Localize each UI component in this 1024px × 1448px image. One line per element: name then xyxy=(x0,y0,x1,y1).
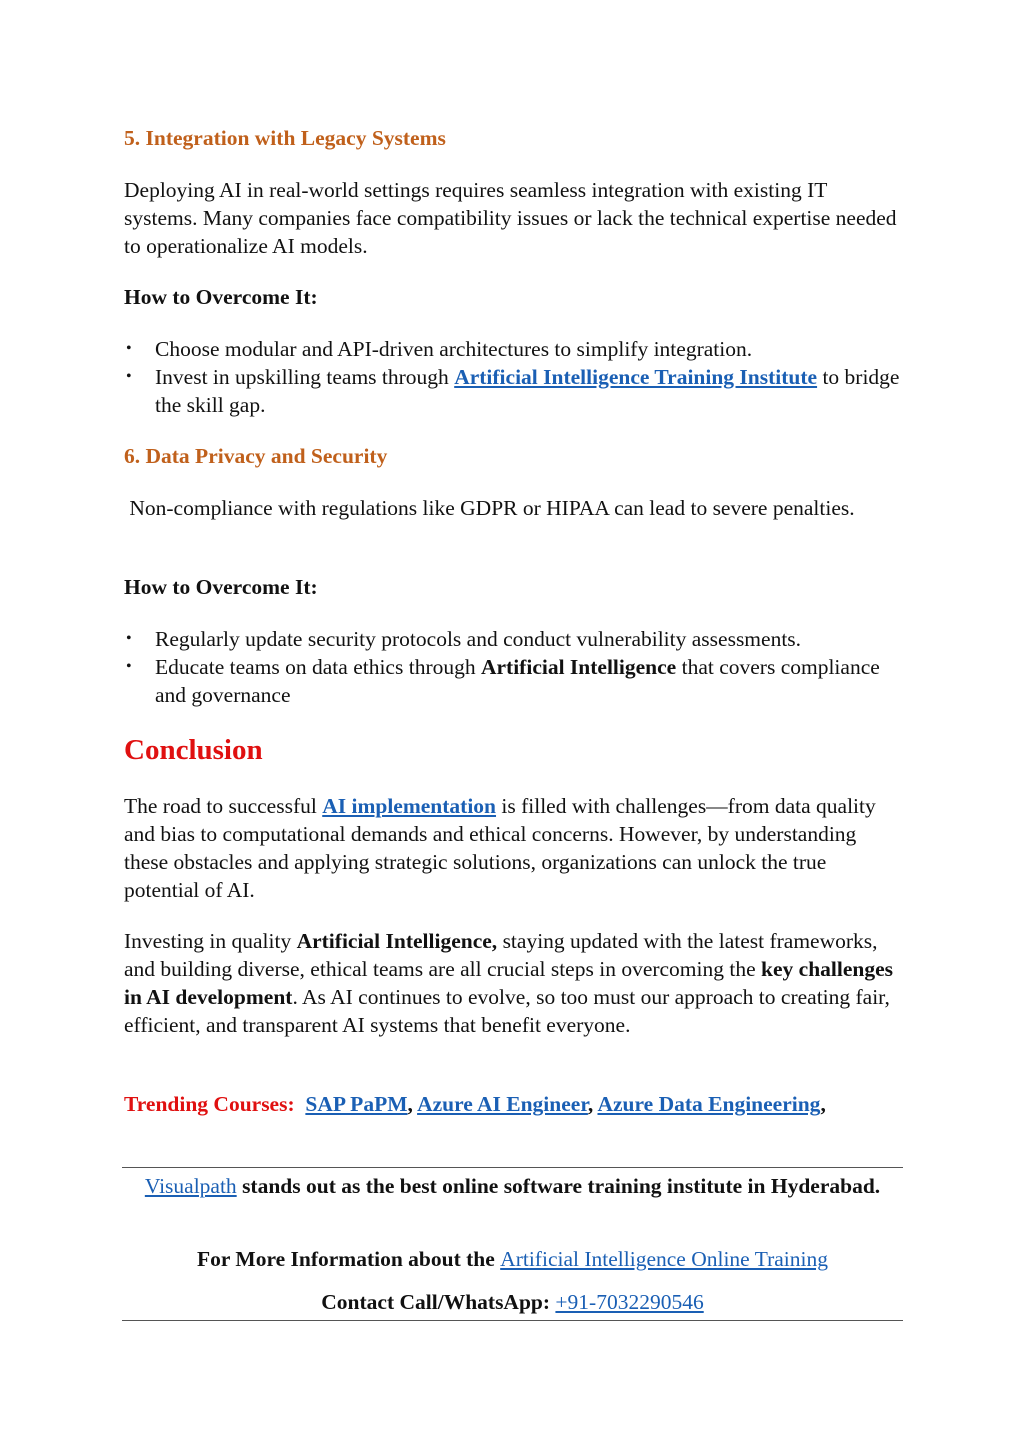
conclusion-paragraph-2 xyxy=(124,927,904,1039)
sap-papm-link[interactable]: SAP PaPM xyxy=(305,1092,408,1116)
footer-brand-text: stands out as the best online software training institute in Hyderabad. xyxy=(236,1174,881,1198)
section5-how-heading: How to Overcome It: xyxy=(124,285,318,309)
separator: , xyxy=(587,1092,594,1116)
visualpath-link[interactable]: Visualpath xyxy=(144,1174,237,1198)
paragraph-text: is filled with challenges—from data quality and bias to computational demands and ethical concerns. However, by understanding these obstacles and applying strategic solutions, organizations can unlock the true potential of AI. xyxy=(124,794,876,902)
conclusion-paragraph-1 xyxy=(124,792,904,904)
ai-implementation-link[interactable]: AI implementation xyxy=(322,794,497,818)
bullet-text: to bridge the skill gap. xyxy=(155,365,900,417)
ai-training-institute-link[interactable]: Artificial Intelligence Training Institute xyxy=(454,365,818,389)
separator: , xyxy=(820,1092,826,1116)
section6-bullets xyxy=(124,625,904,709)
bullet-bold-text: Artificial Intelligence xyxy=(480,655,677,679)
paragraph-text: . As AI continues to evolve, so too must our approach to creating fair, efficient, and transparent AI systems that benefit everyone. xyxy=(124,985,890,1037)
bullet-text: Invest in upskilling teams through xyxy=(155,365,455,389)
section5-paragraph: Deploying AI in real-world settings requires seamless integration with existing IT systems. Many companies face compatibility issues or lack the technical expertise needed to operationalize AI models. xyxy=(124,178,897,258)
footer-info-line xyxy=(122,1244,903,1274)
footer-brand-line xyxy=(122,1171,903,1201)
bullet-text: Regularly update security protocols and conduct vulnerability assessments. xyxy=(155,627,802,651)
paragraph-text: staying updated with the latest frameworks, and building diverse, ethical teams are all crucial steps in overcoming the xyxy=(124,929,878,981)
bottom-divider xyxy=(122,1320,903,1321)
phone-link[interactable]: +91-7032290546 xyxy=(555,1290,704,1314)
bold-text: key challenges in AI development xyxy=(124,957,894,1009)
list-item xyxy=(124,363,904,419)
azure-data-engineering-link[interactable]: Azure Data Engineering xyxy=(597,1092,821,1116)
azure-ai-engineer-link[interactable]: Azure AI Engineer xyxy=(417,1092,588,1116)
list-item xyxy=(124,335,904,363)
list-item xyxy=(124,653,904,709)
bullet-text: Educate teams on data ethics through xyxy=(155,655,481,679)
section6-heading: 6. Data Privacy and Security xyxy=(124,444,388,468)
bullet-text: that covers compliance and governance xyxy=(155,655,880,707)
list-item xyxy=(124,625,904,653)
paragraph-text: The road to successful xyxy=(124,794,323,818)
bold-text: Artificial Intelligence, xyxy=(296,929,498,953)
trending-courses xyxy=(124,1090,904,1118)
footer-contact-line xyxy=(122,1287,903,1317)
section6-paragraph: Non-compliance with regulations like GDPR or HIPAA can lead to severe penalties. xyxy=(124,496,855,520)
conclusion-heading: Conclusion xyxy=(124,734,263,766)
ai-online-training-link[interactable]: Artificial Intelligence Online Training xyxy=(500,1247,828,1271)
section6-how-heading: How to Overcome It: xyxy=(124,575,318,599)
top-divider xyxy=(122,1167,903,1168)
footer-info-text: For More Information about the xyxy=(197,1247,501,1271)
contact-label: Contact Call/WhatsApp: xyxy=(321,1290,556,1314)
separator: , xyxy=(407,1092,413,1116)
paragraph-text: Investing in quality xyxy=(124,929,297,953)
bullet-text: Choose modular and API-driven architectures to simplify integration. xyxy=(155,337,753,361)
section5-heading: 5. Integration with Legacy Systems xyxy=(124,126,446,150)
section5-bullets xyxy=(124,335,904,419)
trending-label: Trending Courses: xyxy=(124,1092,295,1116)
